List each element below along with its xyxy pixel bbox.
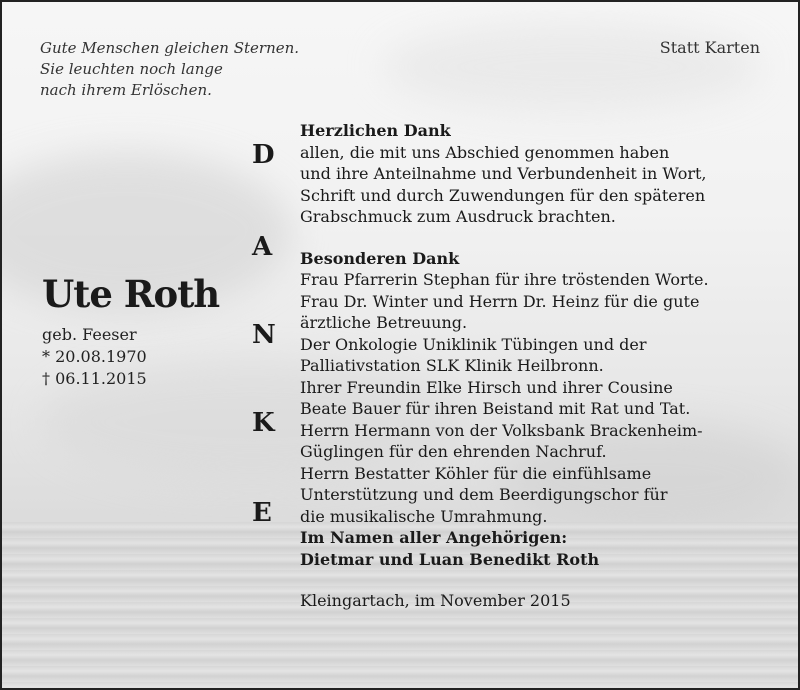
text-line: Unterstützung und dem Beerdigungschor für [300, 485, 668, 504]
danke-letter-n: N [252, 320, 276, 350]
text-line: und ihre Anteilnahme und Verbundenheit in Wort, [300, 164, 707, 183]
deceased-info [42, 272, 219, 390]
danke-letter-e: E [252, 498, 272, 528]
thanks-text [300, 120, 780, 612]
text-line: Güglingen für den ehrenden Nachruf. [300, 442, 607, 461]
danke-letter-k: K [252, 408, 275, 438]
text-line: Frau Pfarrerin Stephan für ihre tröstenden Worte. [300, 270, 709, 289]
memorial-quote [40, 38, 299, 101]
deceased-name: Ute Roth [42, 272, 220, 316]
text-line: Herrn Bestatter Köhler für die einfühlsame [300, 463, 652, 483]
death-date: † 06.11.2015 [42, 369, 147, 388]
quote-line: Gute Menschen gleichen Sternen. [40, 39, 300, 57]
section-heading: Besonderen Dank [300, 248, 460, 268]
text-line: Herrn Hermann von der Volksbank Brackenheim- [300, 420, 703, 440]
text-line: Grabschmuck zum Ausdruck brachten. [300, 207, 616, 226]
place-date: Kleingartach, im November 2015 [300, 591, 571, 610]
text-line: ärztliche Betreuung. [300, 313, 468, 332]
birth-name: geb. Feeser [42, 325, 137, 344]
signature-line: Im Namen aller Angehörigen: [300, 528, 568, 547]
text-line: Frau Dr. Winter und Herrn Dr. Heinz für die gute [300, 291, 700, 311]
text-line: die musikalische Umrahmung. [300, 506, 548, 526]
text-line: Beate Bauer für ihren Beistand mit Rat und Tat. [300, 399, 691, 418]
text-line: Schrift und durch Zuwendungen für den späteren [300, 185, 706, 205]
section-heading: Herzlichen Dank [300, 121, 451, 140]
danke-letter-a: A [252, 232, 273, 262]
text-line: Der Onkologie Uniklinik Tübingen und der [300, 334, 647, 354]
text-line: Ihrer Freundin Elke Hirsch und ihrer Cousine [300, 377, 673, 397]
signature-names: Dietmar und Luan Benedikt Roth [300, 549, 600, 569]
quote-line: nach ihrem Erlöschen. [40, 81, 212, 99]
birth-date: * 20.08.1970 [42, 347, 147, 366]
text-line: Palliativstation SLK Klinik Heilbronn. [300, 356, 604, 375]
text-line: allen, die mit uns Abschied genommen haben [300, 142, 670, 162]
statt-karten-label: Statt Karten [659, 38, 760, 57]
danke-letter-d: D [252, 140, 275, 170]
quote-line: Sie leuchten noch lange [40, 60, 223, 78]
